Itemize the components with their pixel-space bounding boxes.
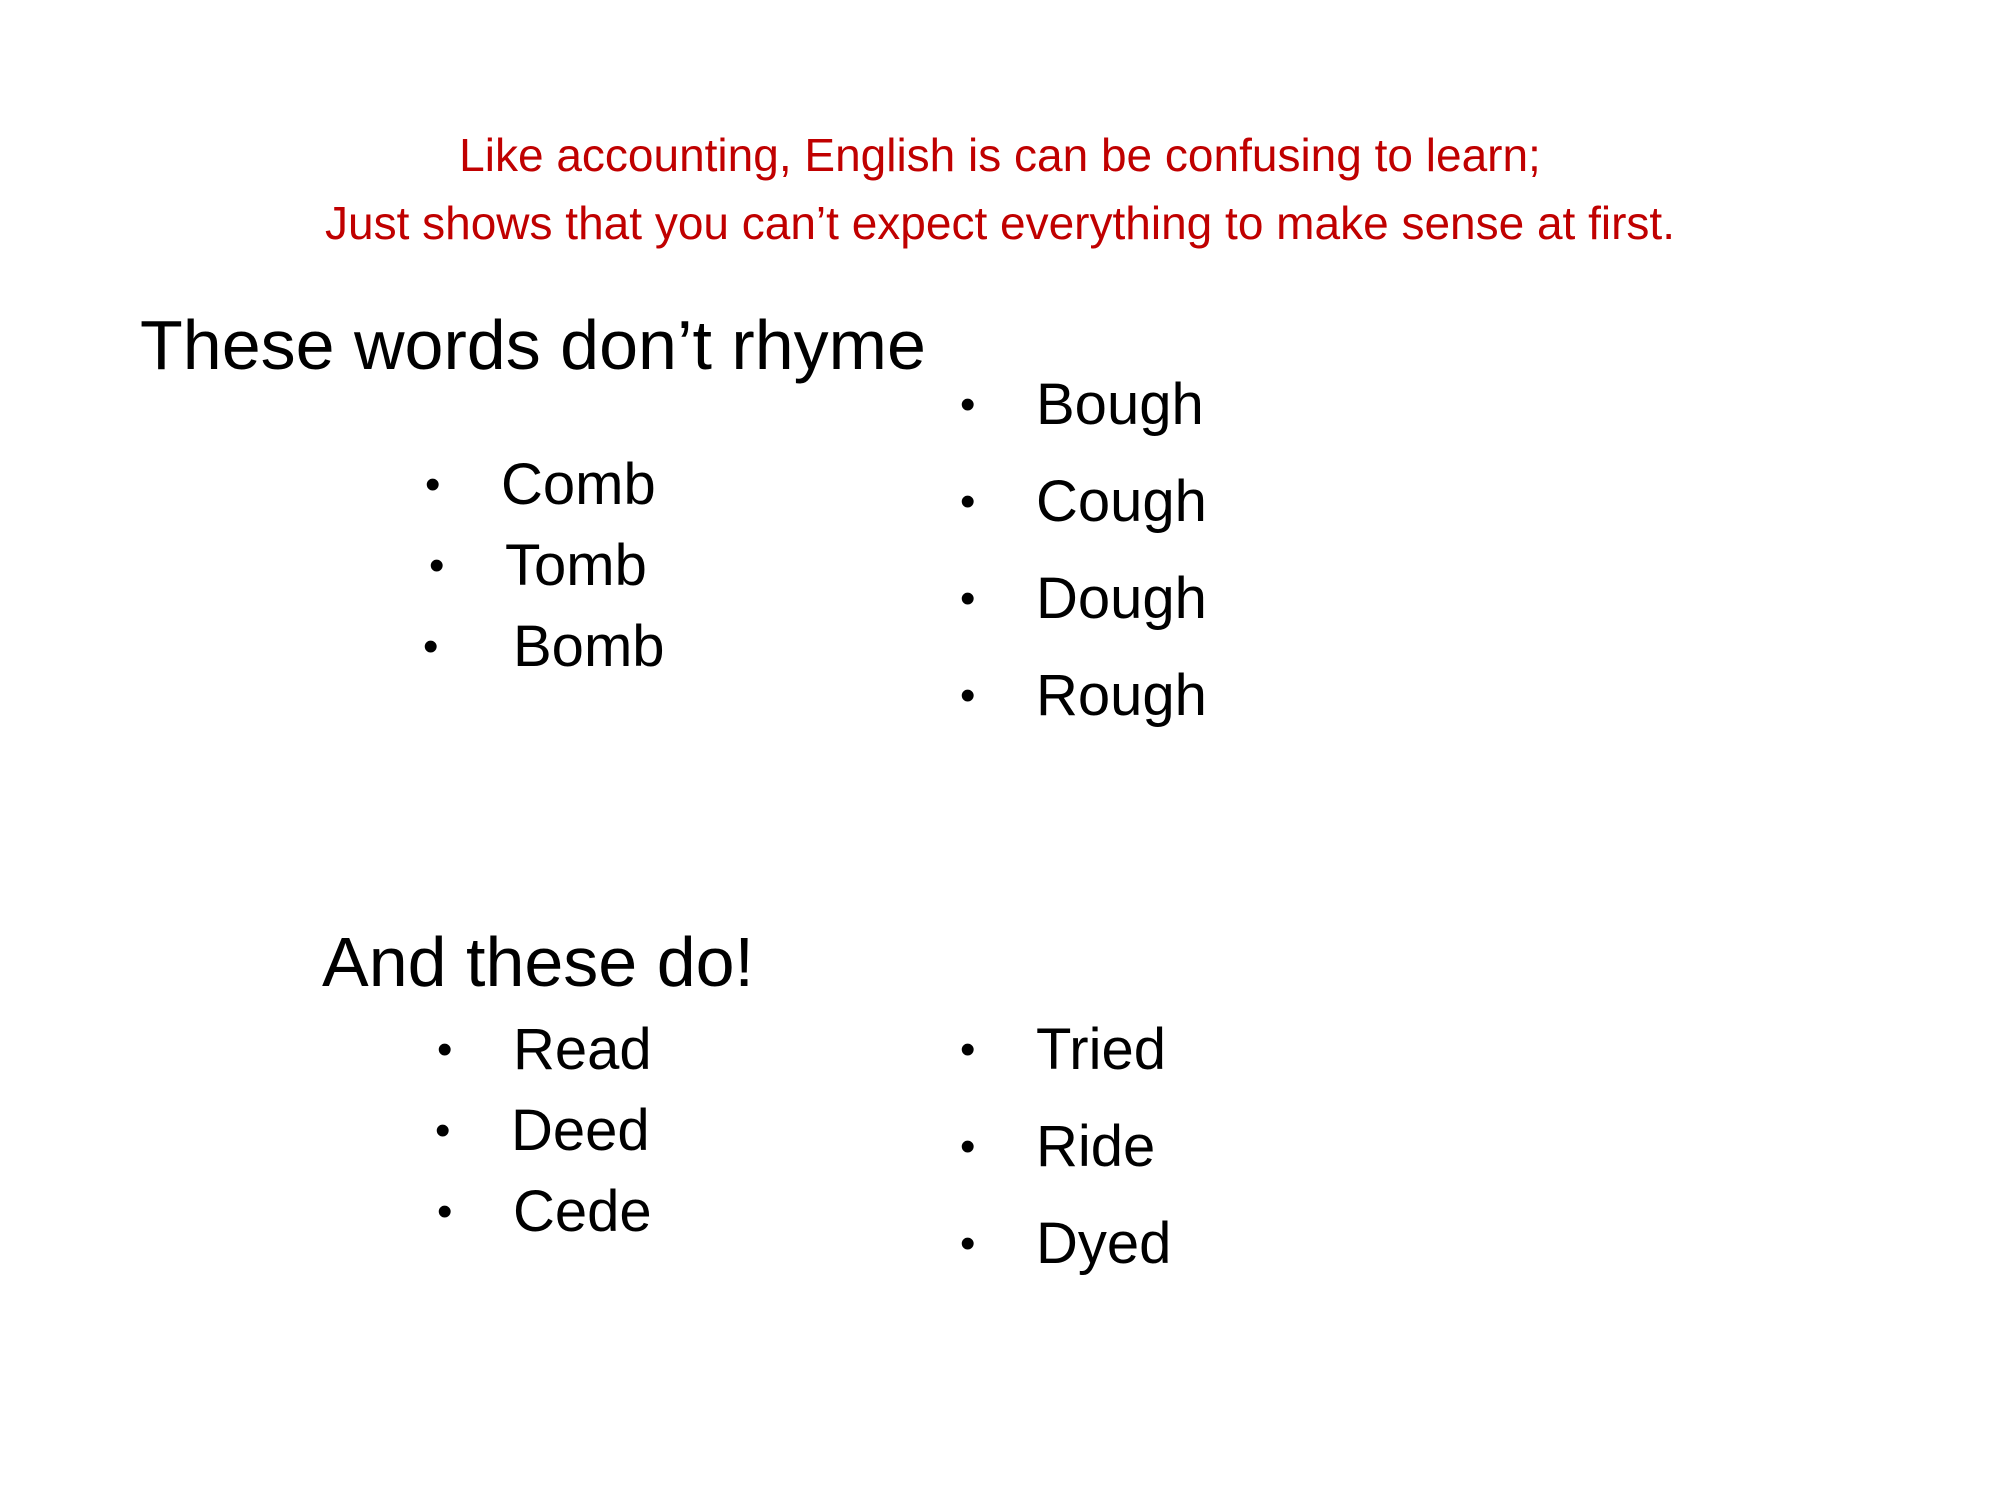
bullet-icon: •: [435, 1106, 451, 1155]
subtitle-line-1: Like accounting, English is can be confusing to learn;: [459, 129, 1541, 181]
word-label: Tomb: [505, 533, 647, 598]
bullet-icon: •: [960, 1122, 976, 1171]
bullet-icon: •: [425, 460, 441, 509]
bullet-icon: •: [960, 574, 976, 623]
word-label: Dyed: [1036, 1211, 1172, 1276]
subtitle-line-2: Just shows that you can’t expect everything to make sense at first.: [325, 197, 1675, 249]
bullet-icon: •: [429, 541, 445, 590]
word-label: Ride: [1036, 1114, 1156, 1179]
word-label: Rough: [1036, 663, 1207, 728]
bullet-icon: •: [960, 1025, 976, 1074]
word-label: Read: [513, 1017, 652, 1082]
bullet-icon: •: [960, 477, 976, 526]
word-label: Cede: [513, 1179, 652, 1244]
word-label: Cough: [1036, 469, 1207, 534]
word-label: Bough: [1036, 372, 1204, 437]
bullet-icon: •: [960, 671, 976, 720]
bullet-icon: •: [960, 380, 976, 429]
bullet-icon: •: [437, 1187, 453, 1236]
bullet-icon: •: [960, 1219, 976, 1268]
heading-non-rhymes: These words don’t rhyme: [140, 306, 926, 384]
word-label: Dough: [1036, 566, 1207, 631]
bullet-icon: •: [437, 1025, 453, 1074]
bullet-icon: •: [423, 622, 439, 671]
word-label: Comb: [501, 452, 656, 517]
word-label: Deed: [511, 1098, 650, 1163]
heading-rhymes: And these do!: [322, 923, 754, 1001]
word-label: Bomb: [513, 614, 665, 679]
word-label: Tried: [1036, 1017, 1166, 1082]
